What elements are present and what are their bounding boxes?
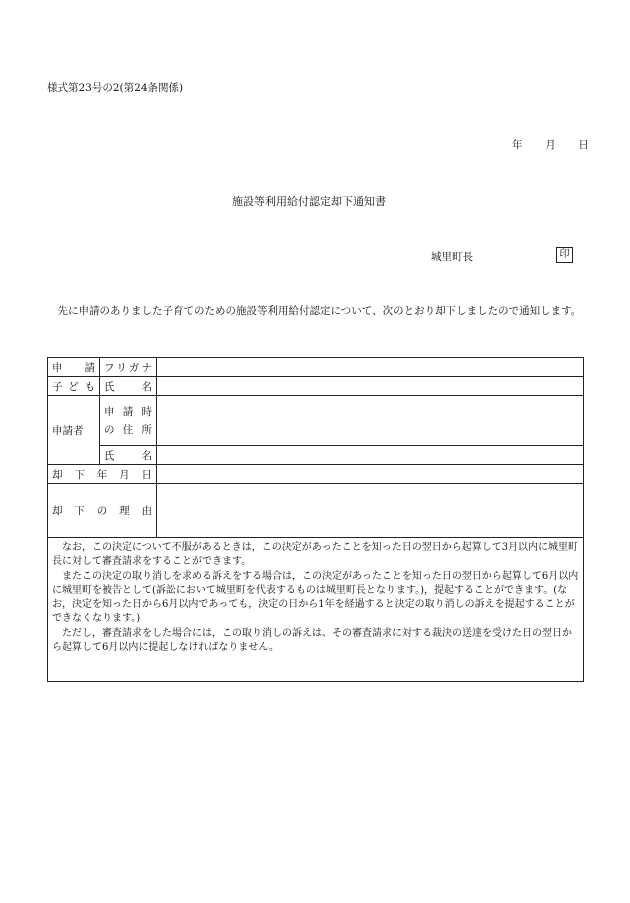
rejection-date-label: 却下年月日 <box>48 465 157 484</box>
address-label <box>100 396 157 446</box>
applicant-group-label: 申請者 <box>48 396 100 465</box>
rejection-reason-label: 却下の理由 <box>48 484 157 538</box>
note-paragraph: なお，この決定について不服があるときは，この決定があったことを知った日の翌日から起算して3月以内に城里町長に対して審査請求をすることができます。 <box>52 542 579 568</box>
table-row <box>48 396 584 446</box>
form-number: 様式第23号の2(第24条関係) <box>47 82 184 94</box>
table-row <box>48 358 584 377</box>
note-paragraph: ただし，審査請求をした場合には，この取り消しの訴えは、その審査請求に対する裁決の送達を受けた日の翌日から起算して6月以内に提起しなければなりません。 <box>52 627 572 654</box>
issuer-name: 城里町長 <box>431 251 473 263</box>
application-table <box>47 357 584 682</box>
date-year-label: 年 <box>512 139 523 151</box>
furigana-field[interactable] <box>157 358 584 377</box>
table-row <box>48 377 584 396</box>
address-label-line-1: 申 請 時 <box>104 405 152 418</box>
table-row <box>48 465 584 484</box>
table-row <box>48 538 584 682</box>
child-group-label-2: 子ども <box>48 377 100 396</box>
furigana-label: フリガナ <box>100 358 157 377</box>
rejection-date-field[interactable] <box>157 465 584 484</box>
applicant-name-field[interactable] <box>157 446 584 465</box>
child-name-field[interactable] <box>157 377 584 396</box>
seal-stamp: 印 <box>556 247 573 263</box>
child-name-label: 氏 名 <box>100 377 157 396</box>
address-field[interactable] <box>157 396 584 446</box>
date-line <box>512 137 589 152</box>
table-row <box>48 484 584 538</box>
date-month-label: 月 <box>545 139 556 151</box>
intro-text: 先に申請のありました子育てのための施設等利用給付認定について、次のとおり却下しましたので通知します。 <box>57 305 582 317</box>
notes-cell <box>48 538 584 682</box>
child-group-label-1: 申 請 <box>48 358 100 377</box>
rejection-reason-field[interactable] <box>157 484 584 538</box>
table-row <box>48 446 584 465</box>
note-paragraph: またこの決定の取り消しを求める訴えをする場合は，この決定があったことを知った日の翌日から起算して6月以内に城里町を被告として(訴訟において城里町を代表するものは城里町長となります。)，提起することができます。(なお，決定を知った日から6月以内であっても，決定の日から1年を経過すると決定の取り消しの訴えを提起することができなくなります。) <box>52 570 579 625</box>
address-label-line-2: の 住 所 <box>104 423 152 436</box>
document-title: 施設等利用給付認定却下通知書 <box>232 195 386 208</box>
date-day-label: 日 <box>578 139 589 151</box>
applicant-name-label: 氏 名 <box>100 446 157 465</box>
